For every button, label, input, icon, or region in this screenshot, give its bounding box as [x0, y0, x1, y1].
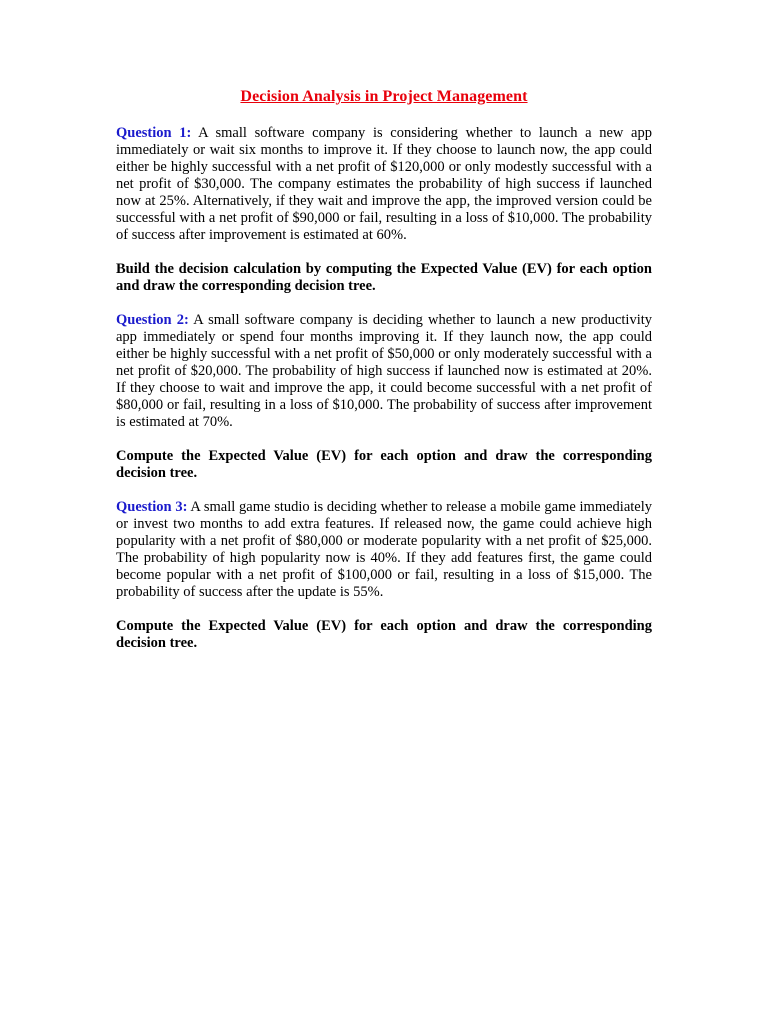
- document-title: Decision Analysis in Project Management: [240, 88, 528, 105]
- question-3-instruction: Compute the Expected Value (EV) for each option and draw the corresponding decision tree.: [116, 618, 652, 651]
- question-2-paragraph: [116, 312, 652, 431]
- question-3-paragraph: [116, 499, 652, 601]
- question-1-body: A small software company is considering whether to launch a new app immediately or wait six months to improve it. If they choose to launch now, the app could either be highly successful with a net profit of $120,000 or only modestly successful with a net profit of $30,000. The company estimates the probability of high success if launched now at 25%. Alternatively, if they wait and improve the app, the improved version could be successful with a net profit of $90,000 or fail, resulting in a loss of $10,000. The probability of success after improvement is estimated at 60%.: [116, 125, 652, 243]
- question-3-body: A small game studio is deciding whether to release a mobile game immediately or invest two months to add extra features. If released now, the game could achieve high popularity with a net profit of $80,000 or moderate popularity with a net profit of $25,000. The probability of high popularity now is 40%. If they add features first, the game could become popular with a net profit of $100,000 or fail, resulting in a loss of $15,000. The probability of success after the update is 55%.: [116, 499, 653, 600]
- question-3-label: Question 3:: [116, 499, 188, 515]
- question-1-label: Question 1:: [116, 125, 192, 141]
- question-1-instruction: Build the decision calculation by computing the Expected Value (EV) for each option and draw the corresponding decision tree.: [116, 261, 652, 294]
- question-2-instruction: Compute the Expected Value (EV) for each option and draw the corresponding decision tree.: [116, 448, 652, 481]
- question-2-body: A small software company is deciding whether to launch a new productivity app immediately or spend four months improving it. If they launch now, the app could either be highly successful with a net profit of $50,000 or only moderately successful with a net profit of $20,000. The probability of high success if launched now is estimated at 20%. If they choose to wait and improve the app, it could become successful with a net profit of $80,000 or fail, resulting in a loss of $10,000. The probability of success after improvement is estimated at 70%.: [116, 312, 653, 430]
- question-1-paragraph: [116, 125, 652, 244]
- question-2-label: Question 2:: [116, 312, 189, 328]
